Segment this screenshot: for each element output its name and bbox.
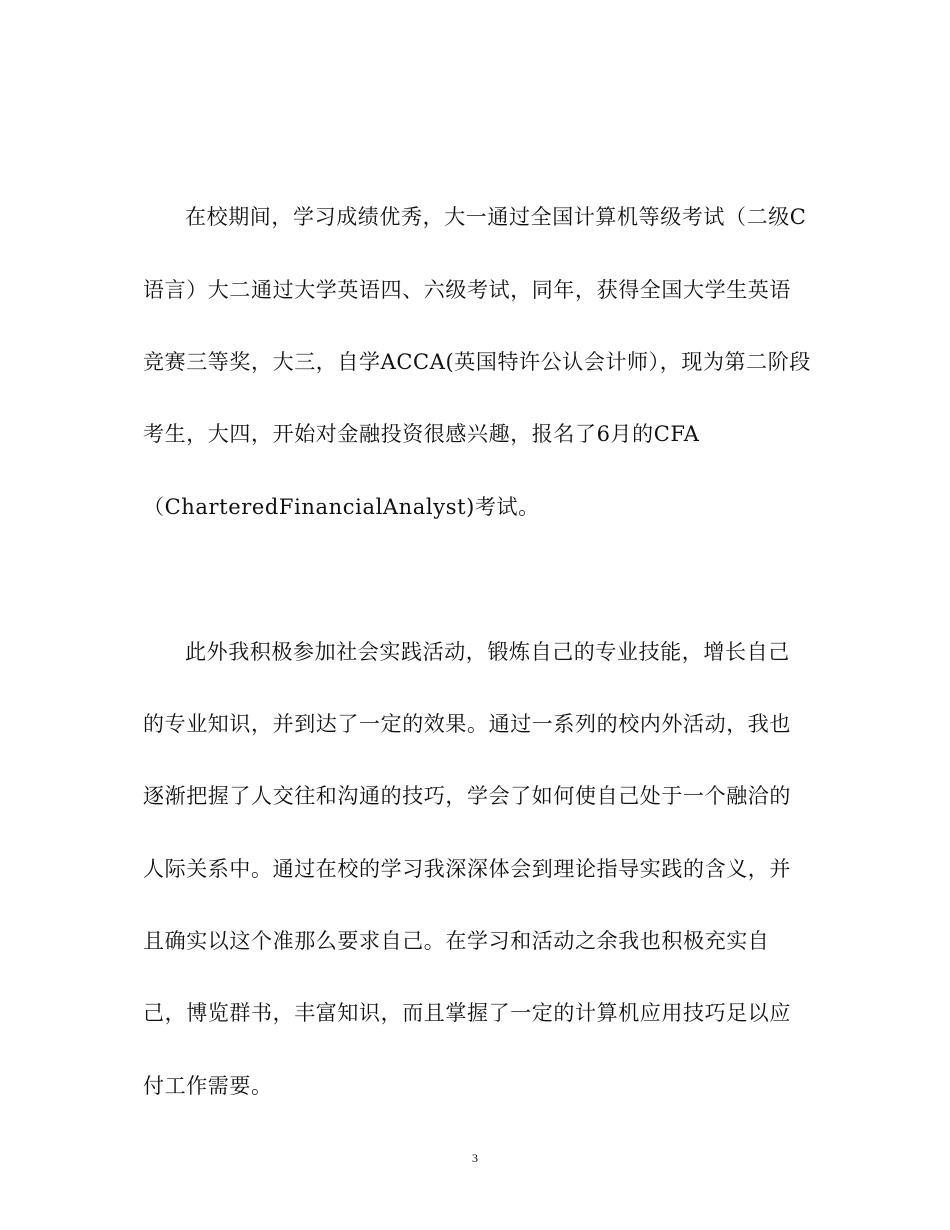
paragraph-2-line-4: 人际关系中。通过在校的学习我深深体会到理论指导实践的含义，并 [143, 857, 791, 881]
paragraph-2-line-1: 此外我积极参加社会实践活动，锻炼自己的专业技能，增长自己 [185, 640, 790, 664]
paragraph-2-line-7: 付工作需要。 [143, 1074, 273, 1098]
paragraph-2-line-2: 的专业知识，并到达了一定的效果。通过一系列的校内外活动，我也 [143, 712, 791, 736]
paragraph-2-line-3: 逐渐把握了人交往和沟通的技巧，学会了如何使自己处于一个融洽的 [143, 784, 791, 808]
paragraph-1-line-5: （CharteredFinancialAnalyst)考试。 [143, 495, 540, 519]
page-number: 3 [472, 1151, 478, 1165]
paragraph-2-line-5: 且确实以这个准那么要求自己。在学习和活动之余我也积极充实自 [143, 929, 770, 953]
paragraph-2-line-6: 己，博览群书，丰富知识，而且掌握了一定的计算机应用技巧足以应 [143, 1001, 791, 1025]
paragraph-1-line-4: 考生，大四，开始对金融投资很感兴趣，报名了6月的CFA [143, 422, 700, 446]
paragraph-1-line-3: 竞赛三等奖，大三，自学ACCA(英国特许公认会计师），现为第二阶段 [143, 350, 811, 374]
paragraph-1-line-1: 在校期间，学习成绩优秀，大一通过全国计算机等级考试（二级C [185, 205, 807, 229]
paragraph-1-line-2: 语言）大二通过大学英语四、六级考试，同年，获得全国大学生英语 [143, 278, 791, 302]
